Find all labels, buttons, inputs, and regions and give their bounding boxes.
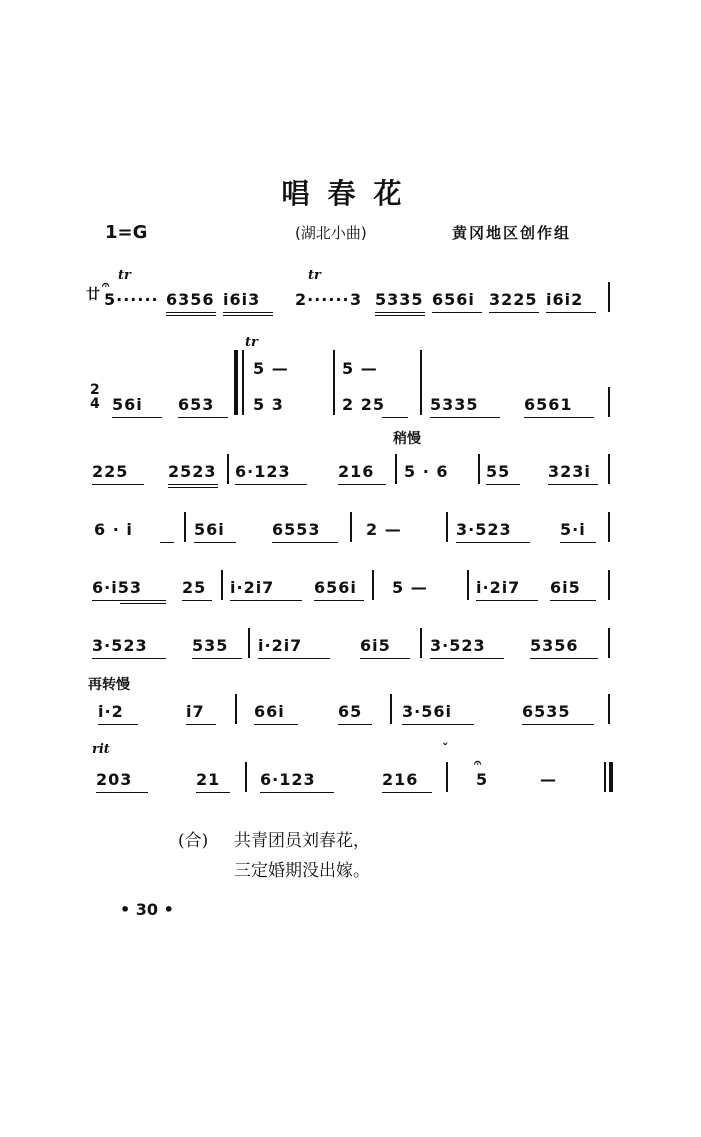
note-group: i6i3 [223, 290, 261, 309]
composer: 黄冈地区创作组 [452, 224, 572, 242]
trill-mark: tr [118, 268, 131, 283]
note-group: 216 [338, 462, 375, 481]
note-group: 225 [92, 462, 129, 481]
note-group: 3·523 [430, 636, 486, 655]
note-group: 6356 [166, 290, 215, 309]
note-group: 6535 [522, 702, 571, 721]
note-group: — [540, 770, 557, 789]
note-group: i·2 [98, 702, 124, 721]
fermata-icon: 𝄐 [474, 756, 482, 771]
fermata-icon: 𝄐 [102, 278, 110, 293]
note-group: 2523 [168, 462, 217, 481]
note-group: 3 [350, 290, 363, 309]
score-line-7 [88, 677, 615, 732]
score-line-1 [86, 268, 615, 320]
note-group: 5·i [560, 520, 586, 539]
note-group: 535 [192, 636, 229, 655]
note-group: 6·i53 [92, 578, 142, 597]
ritardando-mark: rit [92, 742, 110, 757]
note-group: 2······ [295, 290, 350, 309]
tempo-marking: 稍慢 [393, 431, 421, 447]
note-group: 66i [254, 702, 285, 721]
note-group: 5 3 [253, 395, 284, 414]
note-group: i·2i7 [258, 636, 303, 655]
note-group: 5 · 6 [404, 462, 449, 481]
note-group: 5356 [530, 636, 579, 655]
lyrics-line-2: 三定婚期没出嫁。 [234, 861, 370, 881]
upper-voice: 5 — [342, 359, 378, 378]
time-signature: 2 4 [90, 382, 101, 412]
note-group: 6i5 [360, 636, 391, 655]
note-group: 3·523 [456, 520, 512, 539]
note-group: 6·123 [235, 462, 291, 481]
note-group: 21 [196, 770, 221, 789]
page-number: • 30 • [120, 900, 174, 919]
lyrics-line-1: 共青团员刘春花， [234, 831, 370, 851]
trill-mark: tr [308, 268, 321, 283]
note-group: 5 [476, 770, 489, 789]
note-group: 2 25 [342, 395, 385, 414]
note-group: i·2i7 [230, 578, 275, 597]
note-group: 656i [432, 290, 475, 309]
score-line-4 [90, 520, 615, 550]
upper-voice: 5 — [253, 359, 289, 378]
note-group: 216 [382, 770, 419, 789]
song-title: 唱春花 [281, 177, 420, 210]
breath-mark: ˇ [442, 742, 449, 757]
note-group: 6561 [524, 395, 573, 414]
trill-mark: tr [245, 335, 258, 350]
note-group: 3·56i [402, 702, 452, 721]
score-line-3 [90, 431, 615, 492]
note-group: 5······ [104, 290, 159, 309]
score-line-6 [90, 636, 615, 666]
score-line-2 [90, 335, 615, 425]
note-group: i7 [186, 702, 205, 721]
note-group: 6 · i [94, 520, 133, 539]
note-group: i6i2 [546, 290, 584, 309]
note-group: 5335 [375, 290, 424, 309]
note-group: 5335 [430, 395, 479, 414]
note-group: i·2i7 [476, 578, 521, 597]
score-line-8 [90, 742, 615, 800]
tempo-marking: 再转慢 [88, 677, 130, 693]
score-line-5 [90, 578, 615, 608]
note-group: 6i5 [550, 578, 581, 597]
note-group: 323i [548, 462, 591, 481]
lyrics-label: (合) [178, 831, 209, 851]
note-group: 656i [314, 578, 357, 597]
note-group: 3225 [489, 290, 538, 309]
note-group: 6·123 [260, 770, 316, 789]
song-subtitle: (湖北小曲) [295, 224, 367, 242]
note-group: 25 [182, 578, 207, 597]
note-group: 6553 [272, 520, 321, 539]
note-group: 5 — [392, 578, 428, 597]
note-group: 56i [112, 395, 143, 414]
note-group: 653 [178, 395, 215, 414]
note-group: 3·523 [92, 636, 148, 655]
note-group: 65 [338, 702, 363, 721]
dynamic-mark: 廿 [86, 287, 100, 303]
note-group: 203 [96, 770, 133, 789]
note-group: 56i [194, 520, 225, 539]
note-group: 55 [486, 462, 511, 481]
key-signature: 1=G [105, 222, 148, 243]
note-group: 2 — [366, 520, 402, 539]
